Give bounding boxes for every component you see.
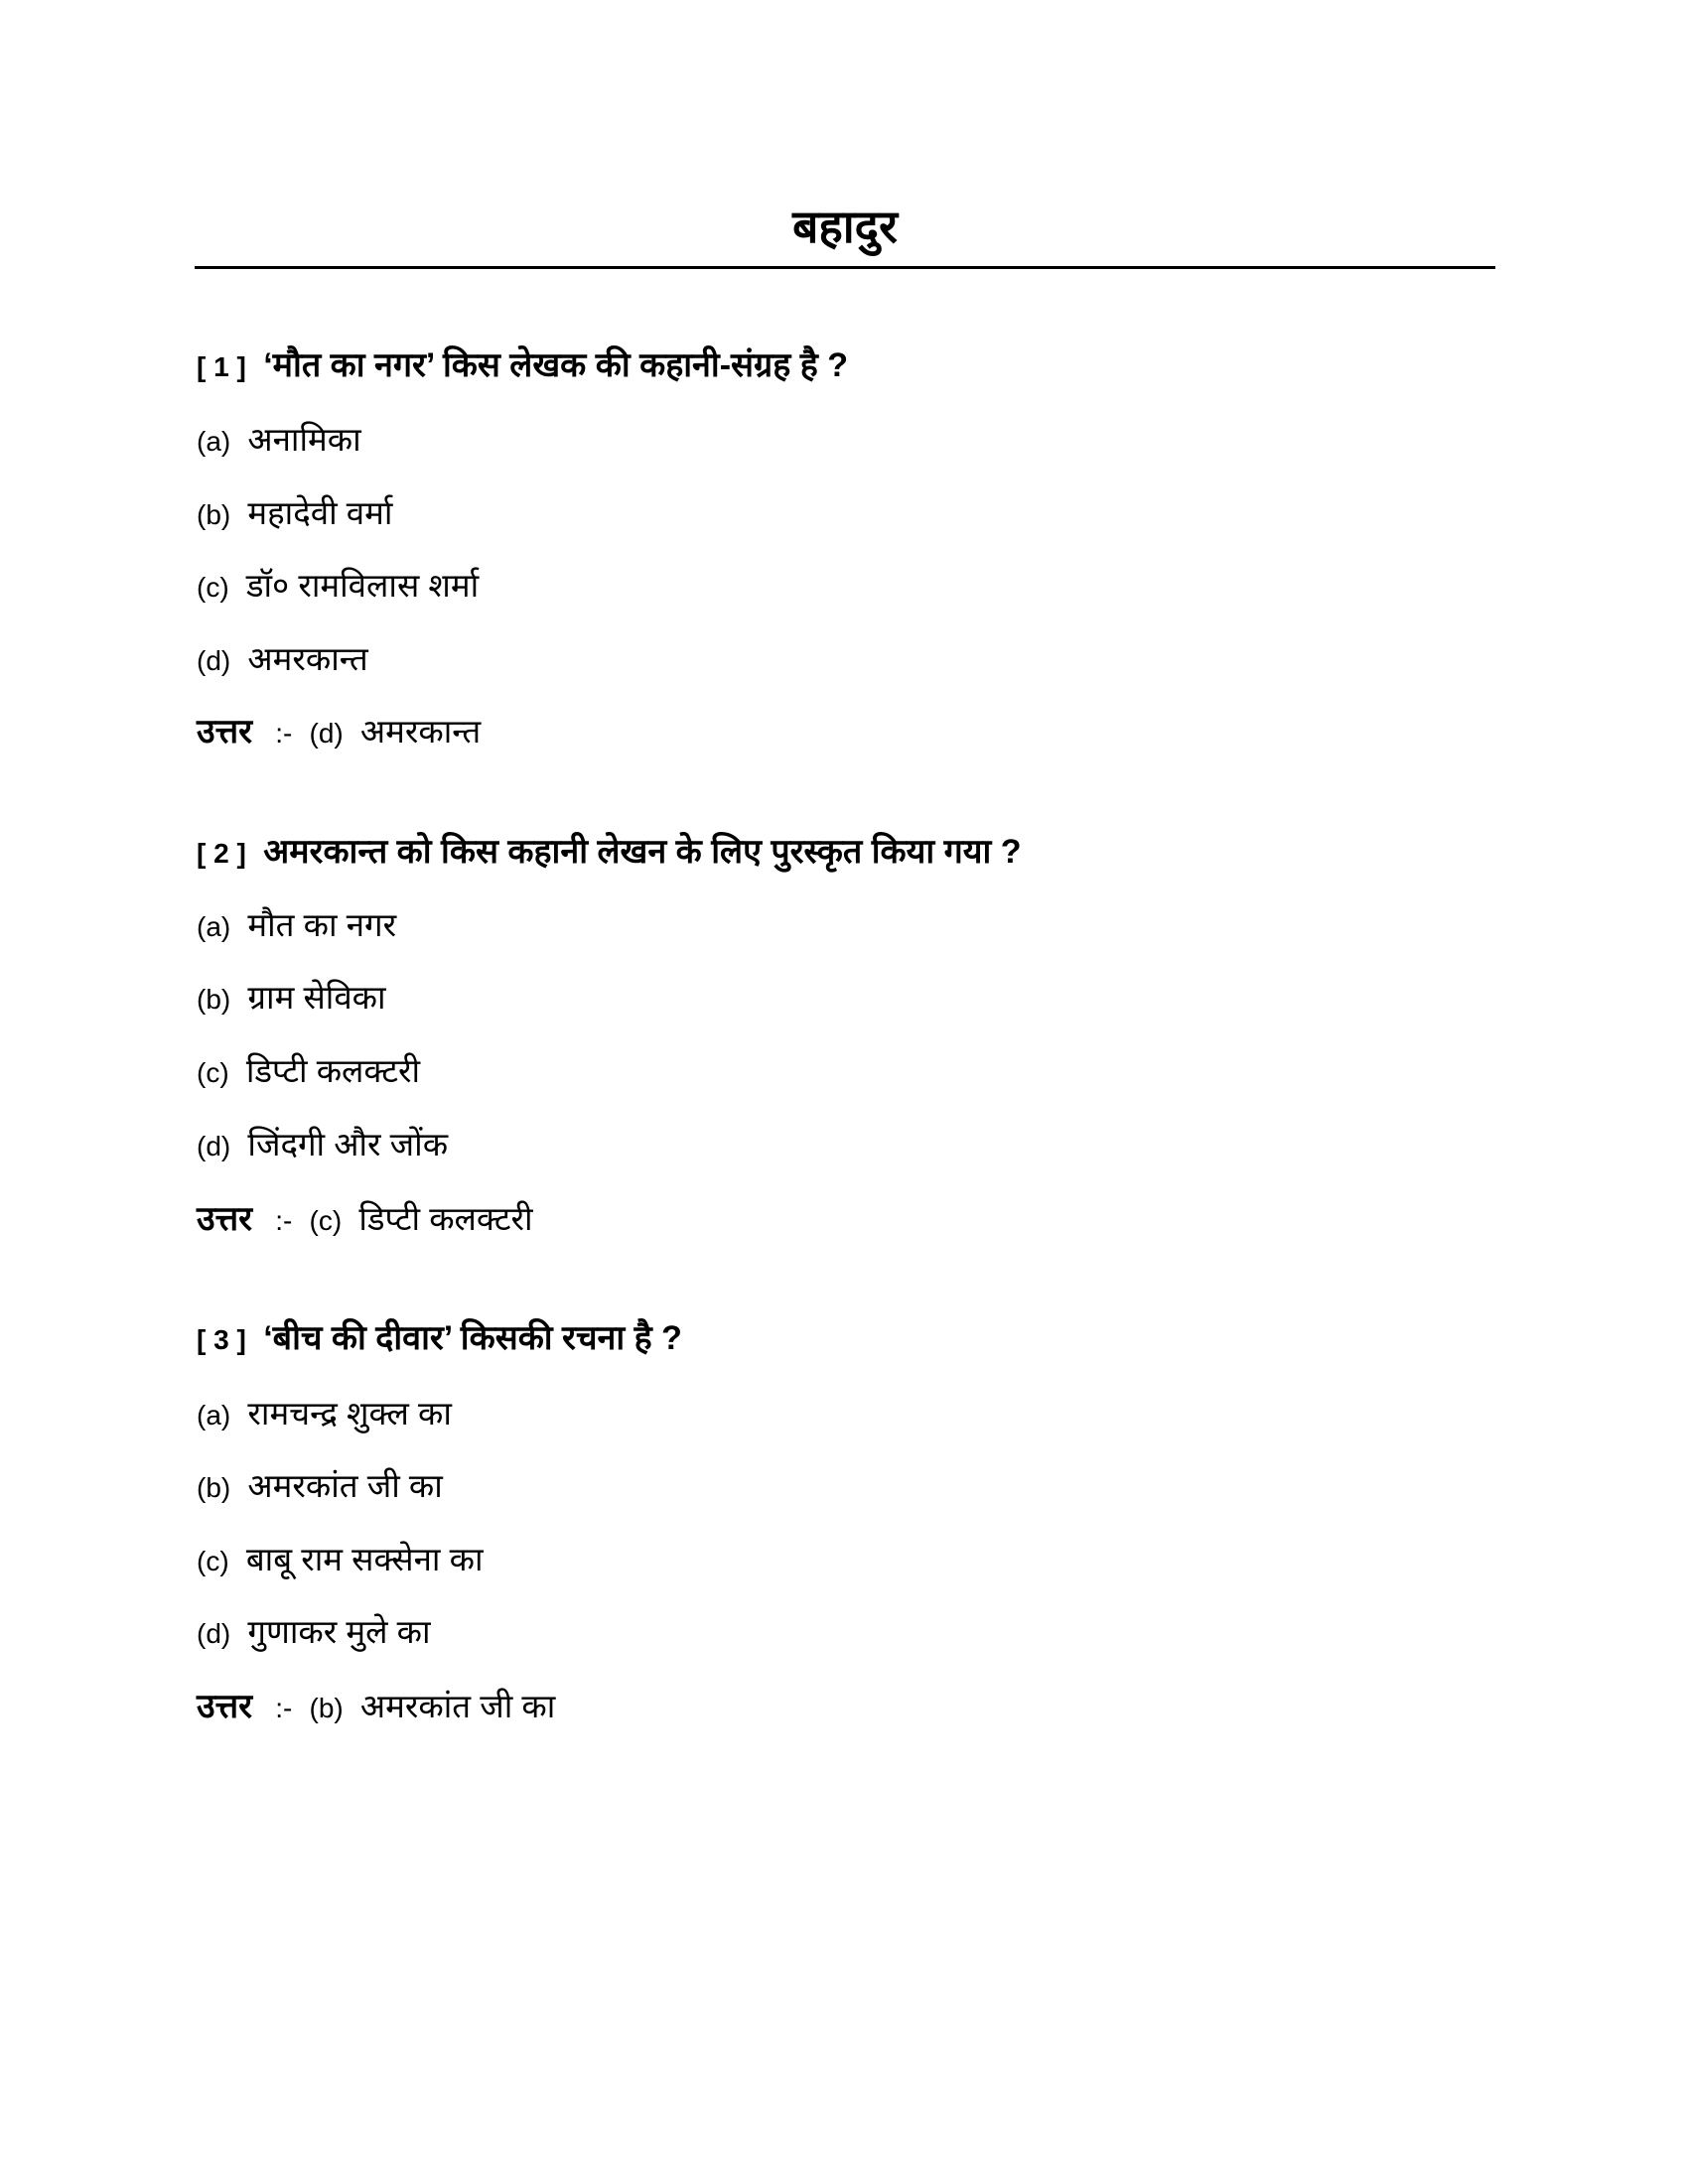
- question-number: [ 3 ]: [197, 1324, 246, 1355]
- answer-text: अमरकांत जी का: [359, 1688, 556, 1724]
- option-label: (c): [197, 572, 229, 603]
- option-label: (b): [197, 984, 231, 1015]
- answer-word: उत्तर: [197, 1688, 253, 1725]
- q1-option-d: [197, 636, 368, 682]
- answer-separator: :-: [275, 718, 293, 749]
- option-text: महादेवी वर्मा: [247, 494, 393, 531]
- q1-option-b: [197, 490, 392, 536]
- option-text: अमरकान्त: [247, 640, 368, 677]
- option-label: (d): [197, 645, 231, 676]
- option-label: (a): [197, 911, 231, 942]
- option-label: (b): [197, 1472, 231, 1503]
- q1-option-a: [197, 417, 361, 463]
- q2-option-a: [197, 902, 396, 948]
- q1-option-c: [197, 563, 479, 609]
- question-number: [ 2 ]: [197, 838, 246, 869]
- answer-label: (d): [309, 718, 344, 749]
- answer-text: डिप्टी कलक्टरी: [358, 1200, 533, 1237]
- q1-answer: [197, 709, 481, 754]
- q3-option-c: [197, 1537, 484, 1582]
- answer-word: उत्तर: [197, 713, 253, 751]
- question-3: [197, 1315, 682, 1361]
- option-text: अमरकांत जी का: [247, 1467, 443, 1504]
- question-number: [ 1 ]: [197, 351, 246, 382]
- option-label: (c): [197, 1057, 229, 1088]
- page-title: बहादुर: [792, 201, 898, 252]
- q3-option-d: [197, 1609, 431, 1655]
- option-text: अनामिका: [247, 421, 361, 458]
- q3-option-b: [197, 1463, 443, 1509]
- option-text: गुणाकर मुले का: [247, 1613, 431, 1650]
- answer-separator: :-: [275, 1693, 293, 1723]
- option-text: बाबू राम सक्सेना का: [245, 1541, 484, 1577]
- q2-option-b: [197, 975, 386, 1021]
- option-text: डॉ० रामविलास शर्मा: [245, 567, 480, 604]
- option-text: जिंदगी और जोंक: [247, 1126, 449, 1162]
- answer-separator: :-: [275, 1205, 293, 1236]
- option-label: (a): [197, 426, 231, 457]
- option-label: (c): [197, 1546, 229, 1576]
- option-text: मौत का नगर: [247, 906, 397, 943]
- option-text: डिप्टी कलक्टरी: [245, 1052, 421, 1089]
- question-text: अमरकान्त को किस कहानी लेखन के लिए पुरस्कृत किया गया ?: [263, 833, 1022, 871]
- answer-word: उत्तर: [197, 1200, 253, 1238]
- answer-text: अमरकान्त: [359, 713, 482, 750]
- answer-label: (c): [309, 1205, 343, 1236]
- title-underline-divider: [195, 266, 1495, 269]
- question-text: ‘बीच की दीवार’ किसकी रचना है ?: [263, 1319, 682, 1357]
- option-label: (d): [197, 1131, 231, 1161]
- q2-answer: [197, 1196, 533, 1242]
- option-label: (d): [197, 1618, 231, 1649]
- option-label: (a): [197, 1400, 231, 1431]
- q3-answer: [197, 1684, 555, 1729]
- question-1: [197, 342, 848, 388]
- q2-option-c: [197, 1048, 420, 1094]
- option-text: रामचन्द्र शुक्ल का: [247, 1395, 452, 1432]
- option-text: ग्राम सेविका: [247, 979, 386, 1016]
- answer-label: (b): [309, 1693, 344, 1723]
- question-2: [197, 829, 1021, 875]
- q2-option-d: [197, 1122, 448, 1167]
- q3-option-a: [197, 1391, 452, 1436]
- question-text: ‘मौत का नगर’ किस लेखक की कहानी-संग्रह है ?: [263, 346, 848, 384]
- option-label: (b): [197, 499, 231, 530]
